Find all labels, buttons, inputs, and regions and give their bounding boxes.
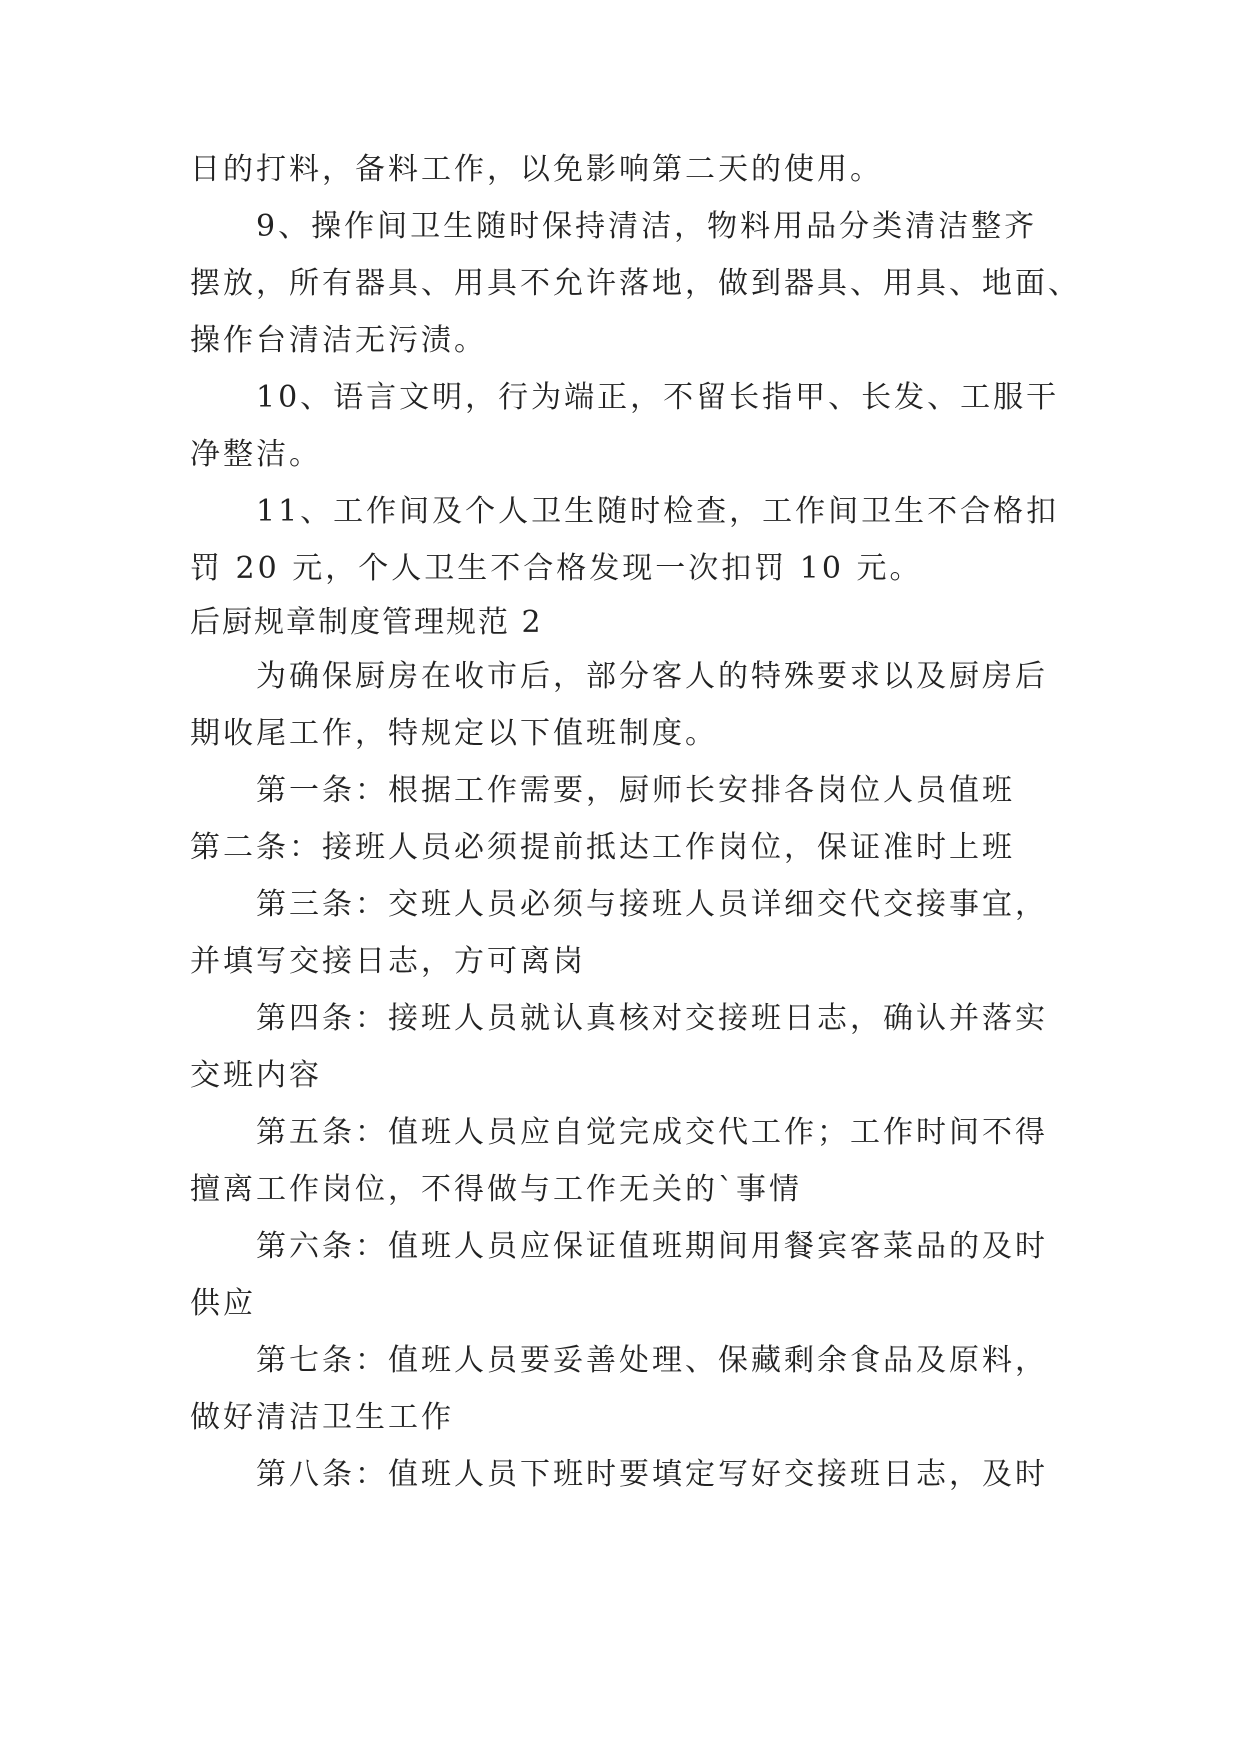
- text-line: 净整洁。: [190, 437, 322, 472]
- text-line: 第七条：值班人员要妥善处理、保藏剩余食品及原料，: [256, 1343, 1048, 1378]
- text-line: 第三条：交班人员必须与接班人员详细交代交接事宜，: [256, 887, 1048, 922]
- text-line: 罚 20 元，个人卫生不合格发现一次扣罚 10 元。: [190, 551, 923, 586]
- text-line: 做好清洁卫生工作: [190, 1400, 454, 1435]
- text-line: 期收尾工作，特规定以下值班制度。: [190, 716, 718, 751]
- text-line: 操作台清洁无污渍。: [190, 323, 487, 358]
- section-heading: 后厨规章制度管理规范 2: [190, 605, 543, 640]
- text-line: 第八条：值班人员下班时要填定写好交接班日志，及时: [256, 1457, 1048, 1492]
- text-line: 第一条：根据工作需要，厨师长安排各岗位人员值班: [256, 773, 1015, 808]
- text-line: 擅离工作岗位，不得做与工作无关的`事情: [190, 1172, 802, 1207]
- text-line: 交班内容: [190, 1058, 322, 1093]
- text-line: 摆放，所有器具、用具不允许落地，做到器具、用具、地面、: [190, 266, 1081, 301]
- text-line: 第四条：接班人员就认真核对交接班日志，确认并落实: [256, 1001, 1048, 1036]
- text-line: 第五条：值班人员应自觉完成交代工作；工作时间不得: [256, 1115, 1048, 1150]
- text-line: 9、操作间卫生随时保持清洁，物料用品分类清洁整齐: [256, 209, 1038, 244]
- text-line: 供应: [190, 1286, 256, 1321]
- text-line: 日的打料，备料工作，以免影响第二天的使用。: [190, 152, 883, 187]
- text-line: 第二条：接班人员必须提前抵达工作岗位，保证准时上班: [190, 830, 1015, 865]
- text-line: 11、工作间及个人卫生随时检查，工作间卫生不合格扣: [256, 494, 1060, 529]
- text-line: 并填写交接日志，方可离岗: [190, 944, 586, 979]
- text-line: 第六条：值班人员应保证值班期间用餐宾客菜品的及时: [256, 1229, 1048, 1264]
- text-line: 为确保厨房在收市后，部分客人的特殊要求以及厨房后: [256, 659, 1048, 694]
- text-line: 10、语言文明，行为端正，不留长指甲、长发、工服干: [256, 380, 1060, 415]
